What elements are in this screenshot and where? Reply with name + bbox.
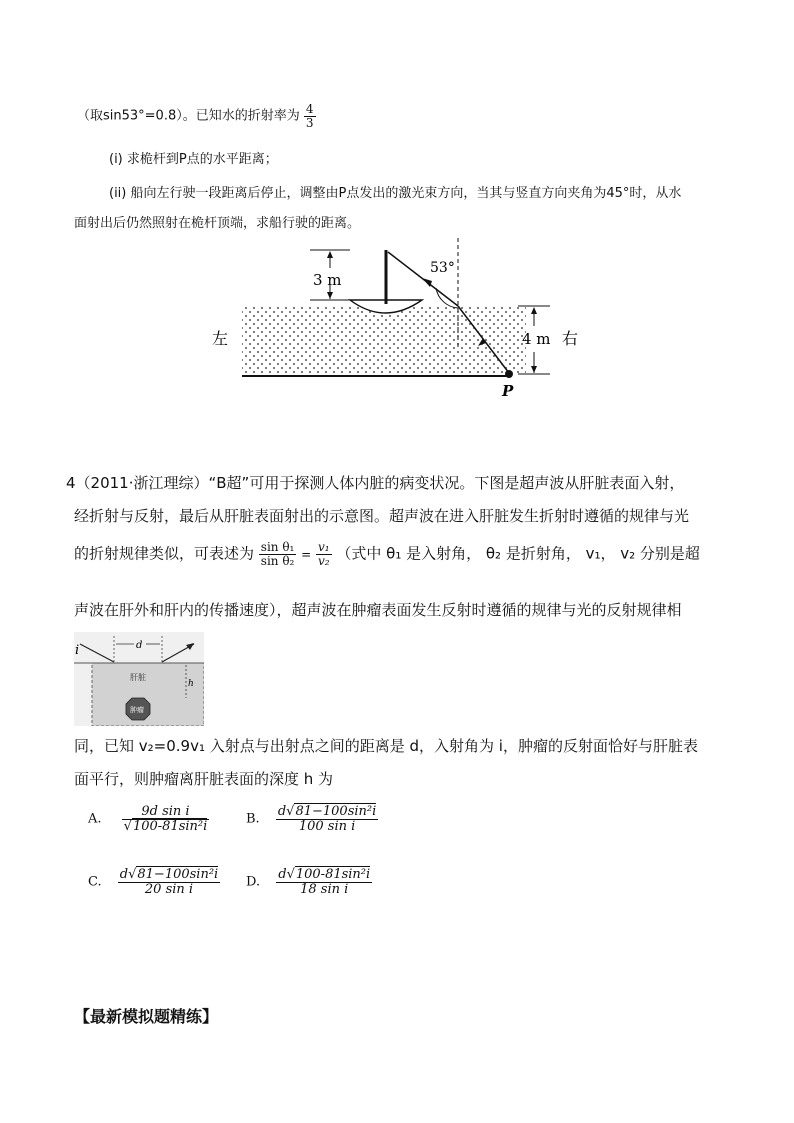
q3-line1-text: （取sin53°=0.8）。已知水的折射率为 xyxy=(77,108,300,124)
label-d: d xyxy=(136,640,143,651)
option-c xyxy=(88,868,220,896)
sine-numerator: sin θ₁ xyxy=(260,540,295,554)
option-c-denominator: 20 sin i xyxy=(144,881,194,897)
option-b xyxy=(246,805,378,833)
label-53-degrees: 53° xyxy=(430,260,455,276)
refractive-index-fraction xyxy=(304,103,316,129)
option-c-fraction xyxy=(118,868,220,896)
q4-line3-suffix: （式中 θ₁ 是入射角， θ₂ 是折射角， v₁， v₂ 分别是超 xyxy=(336,544,700,563)
q3-sub-ii-line1: (ii) 船向左行驶一段距离后停止，调整由P点发出的激光束方向，当其与竖直方向夹角为45°时，从水 xyxy=(109,186,682,201)
label-liver: 肝脏 xyxy=(130,673,146,682)
option-d-num-text: d xyxy=(278,867,287,882)
option-c-numerator: d√81−100sin²i xyxy=(119,867,219,882)
label-tumor: 肿瘤 xyxy=(130,706,144,714)
point-P xyxy=(505,370,513,378)
q4-line4: 声波在肝外和肝内的传播速度），超声波在肿瘤表面发生反射时遵循的规律与光的反射规律相 xyxy=(74,601,682,619)
option-d-numerator: d√100-81sin²i xyxy=(278,867,371,882)
option-b-numerator: d√81−100sin²i xyxy=(277,804,377,819)
option-a-fraction xyxy=(122,805,210,833)
label-right: 右 xyxy=(562,329,579,348)
label-P: P xyxy=(502,382,514,400)
option-a xyxy=(88,805,209,833)
fraction-denominator: 3 xyxy=(305,115,314,130)
q4-line1: 4（2011·浙江理综）“B超”可用于探测人体内脏的病变状况。下图是超声波从肝脏表面入射， xyxy=(66,474,685,492)
arrow-down-icon-2 xyxy=(531,366,537,373)
option-b-fraction xyxy=(276,805,378,833)
q3-sub-i: (i) 求桅杆到P点的水平距离； xyxy=(109,152,278,167)
option-c-num-text: d xyxy=(119,867,129,882)
label-4m: 4 m xyxy=(522,330,551,348)
option-b-letter: B. xyxy=(246,811,260,827)
arrow-up-icon xyxy=(327,251,333,258)
option-a-denominator: √100-81sin²i xyxy=(123,818,208,834)
sine-ratio-fraction xyxy=(259,541,297,567)
option-d-letter: D. xyxy=(246,874,261,890)
option-b-denominator: 100 sin i xyxy=(298,818,356,834)
velocity-numerator: v₁ xyxy=(318,540,330,554)
option-a-num-text: 9d sin i xyxy=(141,804,190,819)
q4-line3 xyxy=(74,541,700,567)
q4-line3-prefix: 的折射规律类似，可表述为 xyxy=(74,544,255,563)
velocity-denominator: v₂ xyxy=(318,553,330,568)
label-i: i xyxy=(75,643,80,658)
q4-line5: 同，已知 v₂=0.9v₁ 入射点与出射点之间的距离是 d，入射角为 i，肿瘤的反射面恰好与肝脏表 xyxy=(74,737,698,755)
fraction-numerator: 4 xyxy=(305,102,314,116)
option-c-letter: C. xyxy=(88,874,102,890)
label-h: h xyxy=(188,679,194,689)
ultrasound-liver-figure xyxy=(74,632,204,726)
q4-line6: 面平行，则肿瘤离肝脏表面的深度 h 为 xyxy=(74,770,334,788)
q3-line1 xyxy=(77,103,316,129)
sine-denominator: sin θ₂ xyxy=(260,553,295,568)
option-b-num-text: d xyxy=(277,804,287,819)
option-d-radicand: 100-81sin²i xyxy=(295,867,371,882)
q3-sub-ii-line2: 面射出后仍然照射在桅杆顶端，求船行驶的距离。 xyxy=(74,216,361,231)
label-3m: 3 m xyxy=(313,271,342,289)
arrow-up-icon-2 xyxy=(531,307,537,314)
option-a-radicand: 100-81sin²i xyxy=(132,818,208,834)
option-d-denominator: 18 sin i xyxy=(300,881,349,897)
section-heading: 【最新模拟题精练】 xyxy=(74,1007,219,1026)
label-left: 左 xyxy=(212,329,229,348)
option-d-fraction xyxy=(276,868,372,896)
option-c-radicand: 81−100sin²i xyxy=(137,867,219,882)
equals-sign: = xyxy=(301,547,312,562)
option-a-letter: A. xyxy=(88,811,102,827)
velocity-ratio-fraction xyxy=(316,541,332,567)
option-d xyxy=(246,868,372,896)
option-b-radicand: 81−100sin²i xyxy=(295,804,377,819)
q4-line2: 经折射与反射，最后从肝脏表面射出的示意图。超声波在进入肝脏发生折射时遵循的规律与光 xyxy=(74,507,690,525)
boat-laser-figure xyxy=(200,238,600,403)
arrow-down-icon xyxy=(327,292,333,299)
